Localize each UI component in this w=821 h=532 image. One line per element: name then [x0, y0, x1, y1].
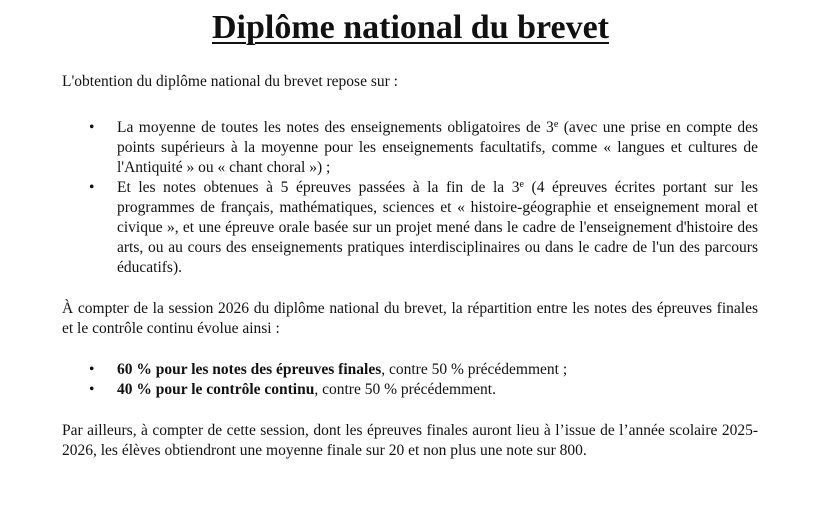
list-item: • Et les notes obtenues à 5 épreuves passées à la fin de la 3e (4 épreuves écrites portant sur les programmes de français, mathématiques, sciences et « histoire-géographie et enseignement moral et civique », et une épreuve orale basée sur un projet mené dans le cadre de l'enseignement d'histoire des arts, ou au cours des enseignements pratiques interdisciplinaires ou dans le cadre de l'un des parcours éducatifs). [62, 178, 758, 278]
final-grade-paragraph: Par ailleurs, à compter de cette session, dont les épreuves finales auront lieu à l’issue de l’année scolaire 2025-2026, les élèves obtiendront une moyenne finale sur 20 et non plus une note sur 800. [62, 422, 758, 459]
list-item: • 60 % pour les notes des épreuves finales, contre 50 % précédemment ; [62, 360, 758, 380]
list-item: • La moyenne de toutes les notes des enseignements obligatoires de 3e (avec une prise en compte des points supérieurs à la moyenne pour les enseignements facultatifs, comme « langues et cultures de l'Antiquité » ou « chant choral ») ; [62, 118, 758, 178]
requirements-list [62, 118, 758, 278]
list-item: • 40 % pour le contrôle continu, contre 50 % précédemment. [62, 380, 758, 400]
weighting-list [62, 360, 758, 400]
page-title: Diplôme national du brevet [211, 9, 609, 46]
document-body [62, 72, 758, 461]
intro-paragraph: L'obtention du diplôme national du brevet repose sur : [62, 73, 398, 90]
session-2026-paragraph: À compter de la session 2026 du diplôme national du brevet, la répartition entre les notes des épreuves finales et le contrôle continu évolue ainsi : [62, 300, 758, 337]
